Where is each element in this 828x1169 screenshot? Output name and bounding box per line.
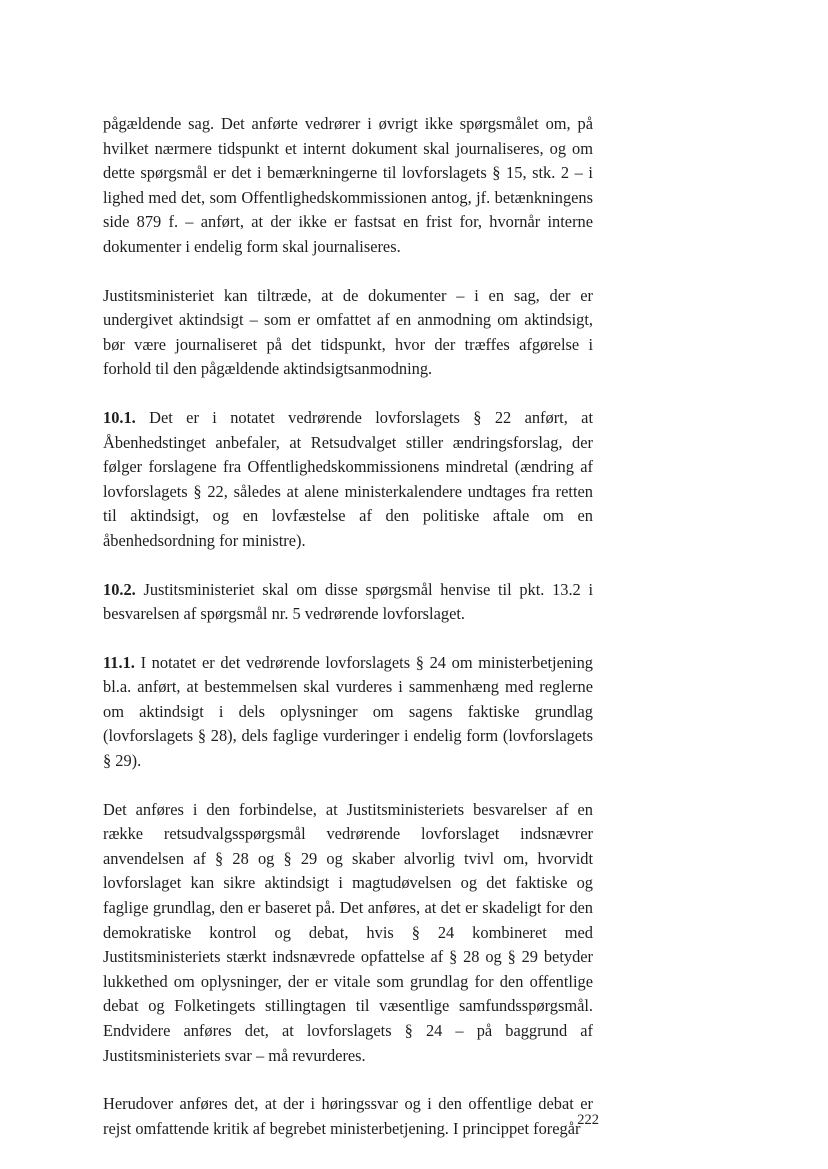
- paragraph-text: Justitsministeriet kan tiltræde, at de dokumenter – i en sag, der er undergivet aktindsigt – som er omfattet af en anmodning om aktindsigt, bør være journaliseret på det tidspunkt, hvor der træffes afgørelse i forhold til den pågældende aktindsigtsanmodning.: [103, 285, 593, 379]
- paragraph: [103, 1092, 593, 1141]
- paragraph: [103, 406, 593, 554]
- section-number: 11.1.: [103, 652, 135, 672]
- paragraph: [103, 284, 593, 382]
- paragraph-text: Justitsministeriet skal om disse spørgsmål henvise til pkt. 13.2 i besvarelsen af spørgsmål nr. 5 vedrørende lovforslaget.: [103, 579, 593, 624]
- paragraph-text: Det er i notatet vedrørende lovforslagets § 22 anført, at Åbenhedstinget anbefaler, at Retsudvalget stiller ændringsforslag, der følger forslagene fra Offentlighedskommissionens mindretal (ændring af lovforslagets § 22, således at alene ministerkalendere undtages fra retten til aktindsigt, og en lovfæstelse af den politiske aftale om en åbenhedsordning for ministre).: [103, 407, 593, 550]
- paragraph-text: pågældende sag. Det anførte vedrører i øvrigt ikke spørgsmålet om, på hvilket nærmere tidspunkt et internt dokument skal journaliseres, og om dette spørgsmål er det i bemærkningerne til lovforslagets § 15, stk. 2 – i lighed med det, som Offentlighedskommissionen antog, jf. betænkningens side 879 f. – anført, at der ikke er fastsat en frist for, hvornår interne dokumenter i endelig form skal journaliseres.: [103, 114, 593, 256]
- paragraph: [103, 651, 593, 774]
- paragraph: [103, 112, 593, 260]
- page-number: 222: [577, 1112, 599, 1128]
- document-body: [103, 112, 593, 1165]
- paragraph: [103, 798, 593, 1069]
- paragraph-text: I notatet er det vedrørende lovforslagets § 24 om ministerbetjening bl.a. anført, at bestemmelsen skal vurderes i sammenhæng med reglerne om aktindsigt i dels oplysninger om sagens faktiske grundlag (lovforslagets § 28), dels faglige vurderinger i endelig form (lovforslagets § 29).: [103, 652, 593, 771]
- section-number: 10.2.: [103, 579, 136, 599]
- paragraph-text: Det anføres i den forbindelse, at Justitsministeriets besvarelser af en række retsudvalgsspørgsmål vedrørende lovforslaget indsnævrer anvendelsen af § 28 og § 29 og skaber alvorlig tvivl om, hvorvidt lovforslaget kan sikre aktindsigt i magtudøvelsen og det faktiske og faglige grundlag, den er baseret på. Det anføres, at det er skadeligt for den demokratiske kontrol og debat, hvis § 24 kombineret med Justitsministeriets stærkt indsnævrede opfattelse af § 28 og § 29 betyder lukkethed om oplysninger, der er vitale som grundlag for den offentlige debat og Folketingets stillingtagen til væsentlige samfundsspørgsmål. Endvidere anføres det, at lovforslagets § 24 – på baggrund af Justitsministeriets svar – må revurderes.: [103, 799, 593, 1065]
- paragraph-text: Herudover anføres det, at der i høringssvar og i den offentlige debat er rejst omfattende kritik af begrebet ministerbetjening. I princippet foregår: [103, 1094, 593, 1138]
- section-number: 10.1.: [103, 407, 136, 427]
- paragraph: [103, 578, 593, 627]
